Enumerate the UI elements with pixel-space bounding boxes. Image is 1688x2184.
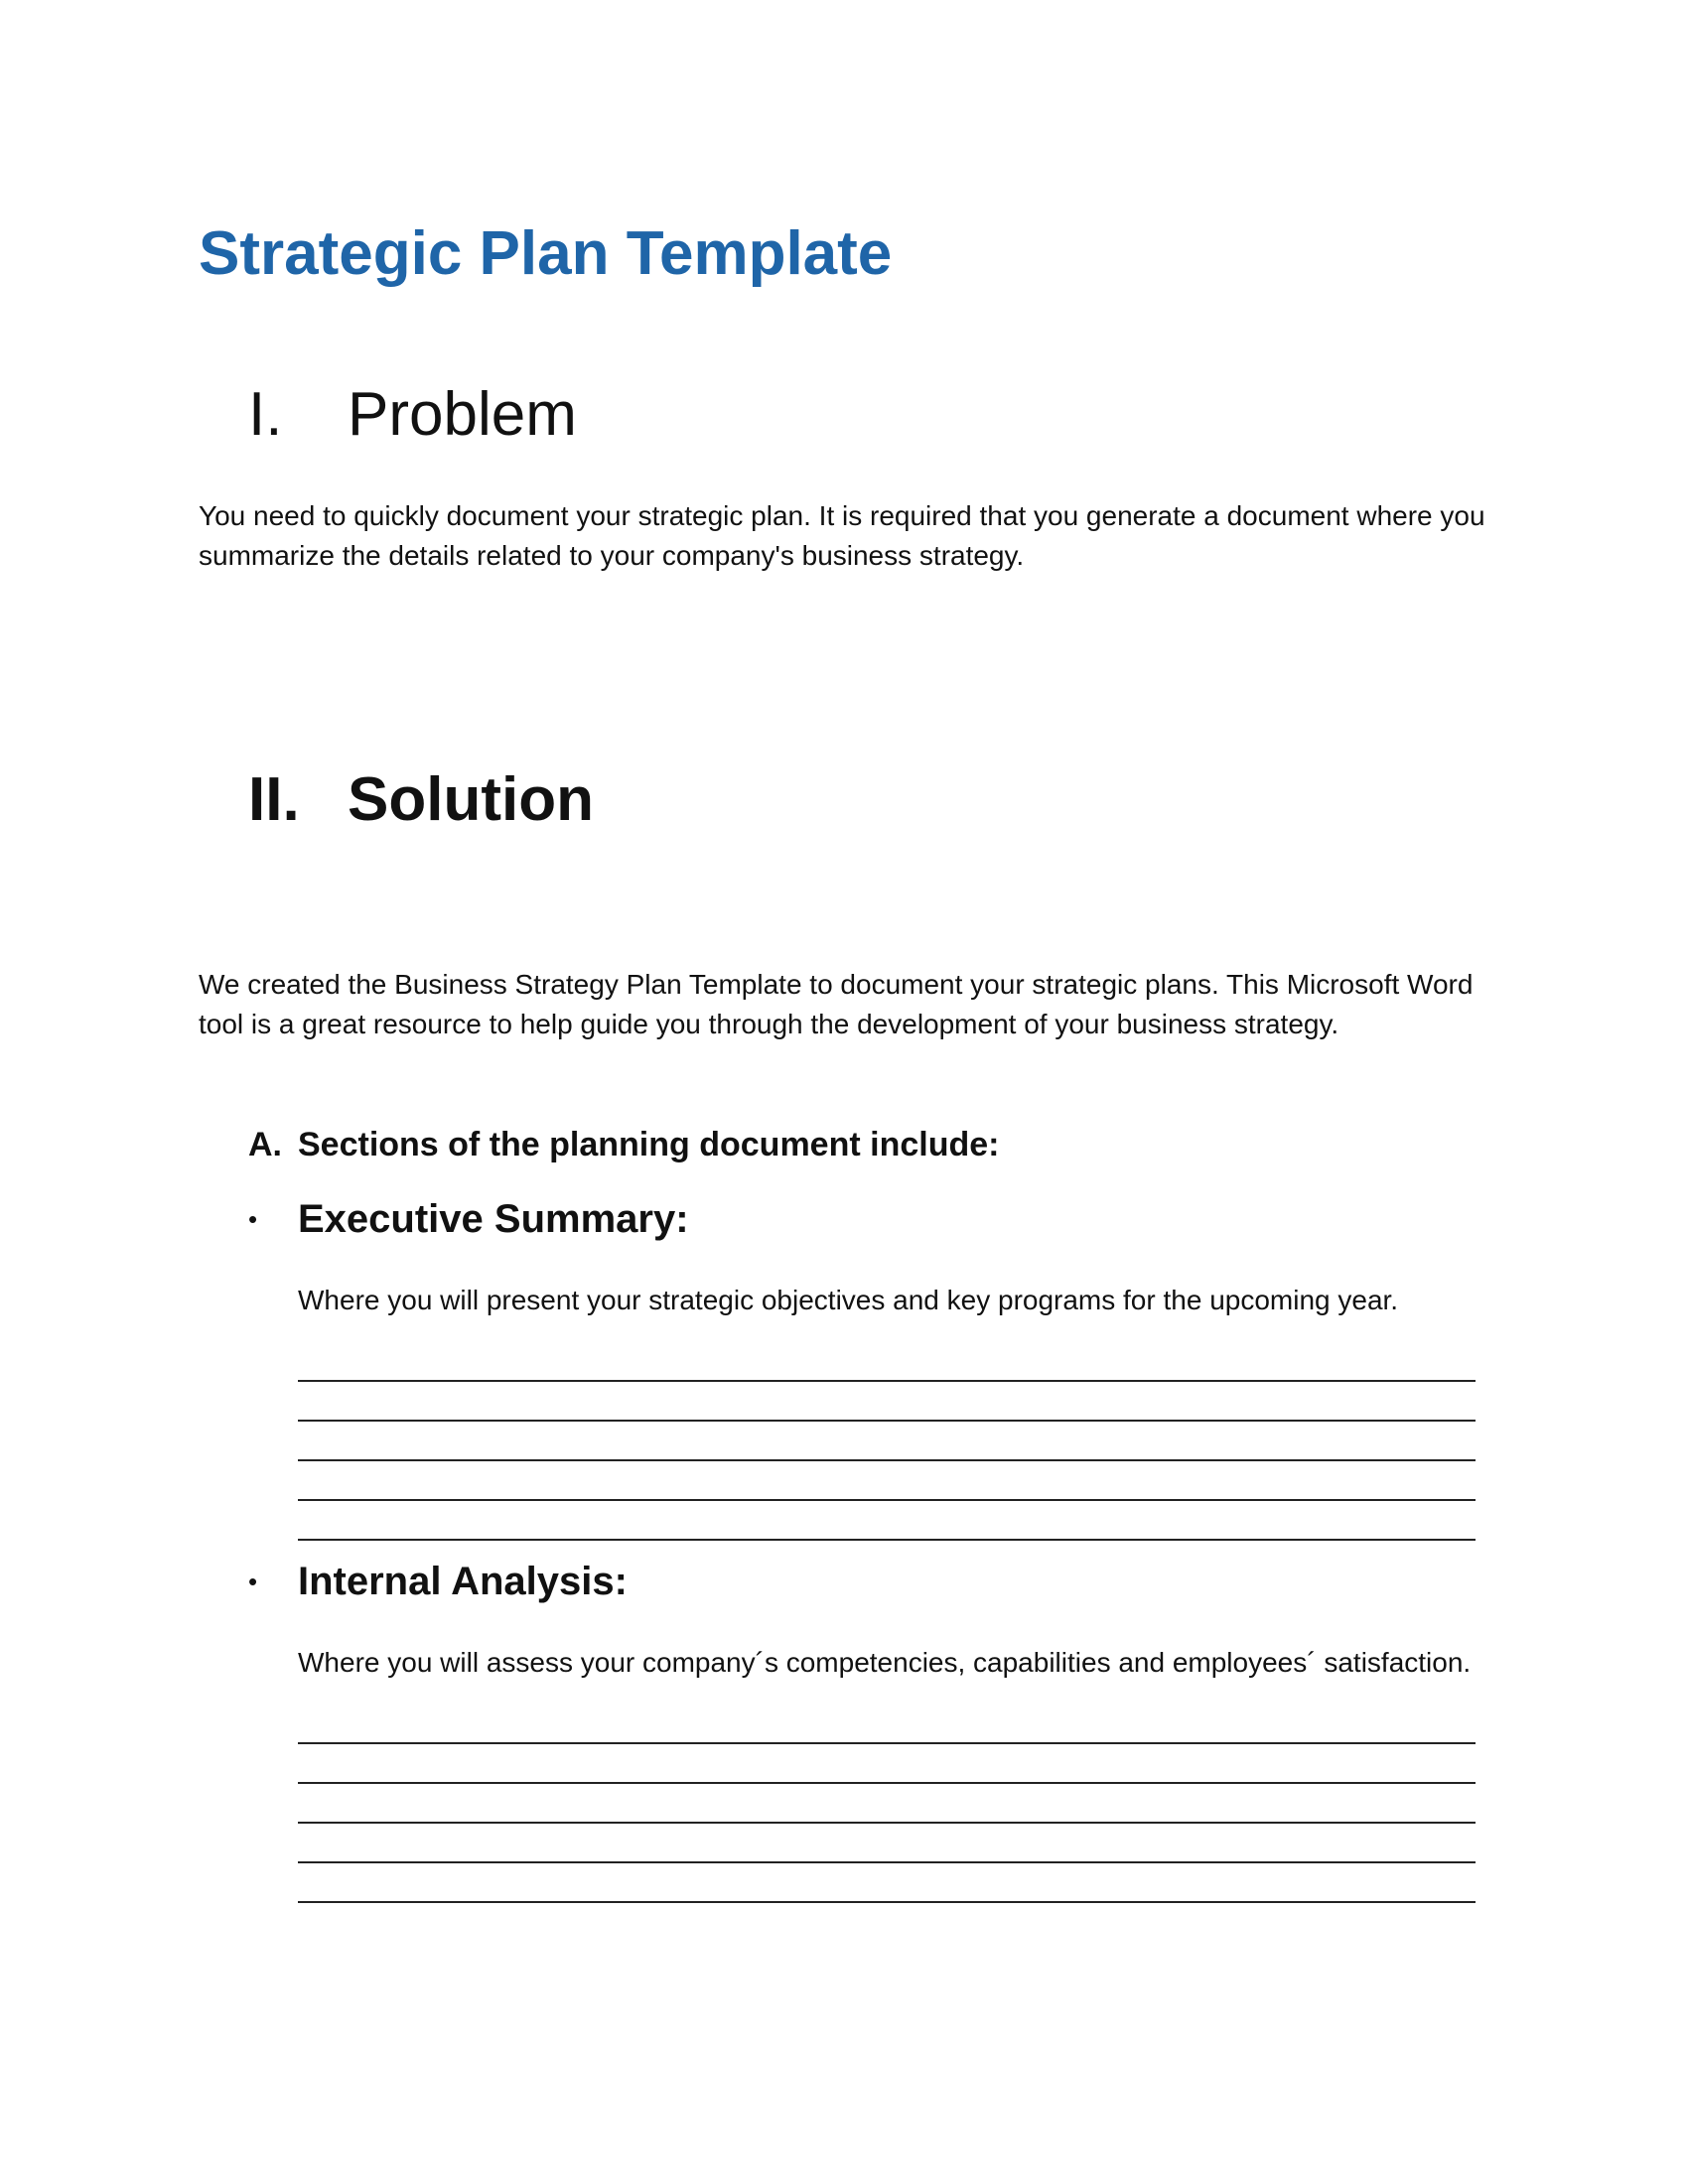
bullet-icon: • — [248, 1567, 258, 1596]
executive-summary-fill-lines[interactable] — [298, 1342, 1476, 1541]
fill-line[interactable] — [298, 1422, 1476, 1461]
internal-analysis-fill-lines[interactable] — [298, 1705, 1476, 1903]
problem-heading-number: I. — [248, 380, 283, 449]
fill-line[interactable] — [298, 1382, 1476, 1422]
internal-analysis-title: Internal Analysis: — [298, 1560, 628, 1603]
bullet-icon: • — [248, 1204, 258, 1234]
fill-line[interactable] — [298, 1501, 1476, 1541]
executive-summary-description: Where you will present your strategic objectives and key programs for the upcoming year. — [298, 1285, 1399, 1315]
fill-line[interactable] — [298, 1824, 1476, 1863]
fill-line[interactable] — [298, 1744, 1476, 1784]
problem-heading — [248, 381, 577, 449]
solution-heading — [248, 766, 594, 834]
fill-line[interactable] — [298, 1705, 1476, 1744]
fill-line[interactable] — [298, 1784, 1476, 1824]
problem-paragraph: You need to quickly document your strategic plan. It is required that you generate a document where you summarize the details related to your company's business strategy. — [199, 500, 1485, 571]
sections-subheading-number: A. — [248, 1126, 282, 1163]
problem-heading-text: Problem — [348, 380, 577, 449]
internal-analysis-description: Where you will assess your company´s competencies, capabilities and employees´ satisfaction. — [298, 1647, 1472, 1678]
internal-analysis-heading — [248, 1560, 628, 1604]
fill-line[interactable] — [298, 1863, 1476, 1903]
solution-heading-text: Solution — [348, 765, 594, 834]
document-title: Strategic Plan Template — [199, 219, 893, 288]
executive-summary-title: Executive Summary: — [298, 1197, 689, 1241]
sections-subheading — [248, 1126, 999, 1164]
fill-line[interactable] — [298, 1461, 1476, 1501]
solution-paragraph: We created the Business Strategy Plan Template to document your strategic plans. This Microsoft Word tool is a great resource to help guide you through the development of your business strategy. — [199, 969, 1474, 1039]
sections-subheading-text: Sections of the planning document include: — [298, 1126, 1000, 1163]
solution-heading-number: II. — [248, 765, 300, 834]
fill-line[interactable] — [298, 1342, 1476, 1382]
executive-summary-heading — [248, 1197, 689, 1242]
